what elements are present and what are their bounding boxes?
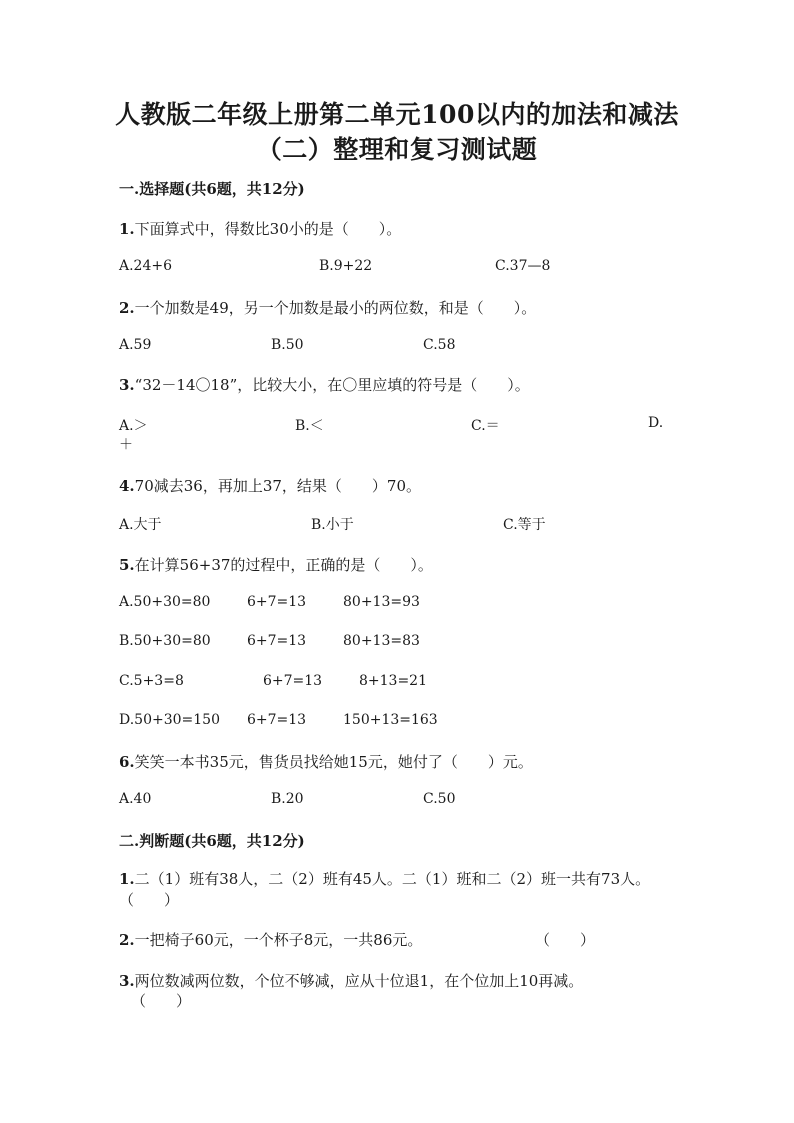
option-d-step2: 6+7=13 [247, 712, 307, 728]
question-text: “32－14〇18”，比较大小，在〇里应填的符号是（ ）。 [134, 376, 530, 394]
question-number: 5. [119, 556, 135, 574]
option-a: A.大于 [119, 517, 162, 533]
judgement-question-3 [119, 970, 583, 991]
question-number: 1. [119, 220, 135, 238]
question-number: 3. [119, 972, 135, 990]
option-b: B.小于 [311, 517, 354, 533]
answer-paren: （ ） [535, 931, 596, 949]
option-a: A.24+6 [119, 258, 173, 274]
option-b-step3: 80+13=83 [343, 633, 420, 649]
judgement-question-2 [119, 929, 422, 950]
option-d: D. [648, 415, 664, 431]
question-2 [119, 297, 536, 318]
option-a: A.＞ [119, 418, 148, 434]
option-c: C.37—8 [495, 258, 551, 274]
doc-title-line2: （二）整理和复习测试题 [256, 135, 538, 164]
question-3 [119, 374, 530, 395]
question-5 [119, 554, 433, 575]
option-b: B.9+22 [319, 258, 373, 274]
option-b: B.＜ [295, 418, 324, 434]
question-text: 二（1）班有38人，二（2）班有45人。二（1）班和二（2）班一共有73人。（ ） [119, 870, 651, 909]
section-heading-judgement: 二.判断题(共6题，共12分) [119, 832, 305, 850]
question-number: 2. [119, 931, 135, 949]
question-number: 6. [119, 753, 135, 771]
option-c: C.等于 [503, 517, 546, 533]
question-text: 70减去36，再加上37，结果（ ）70。 [134, 477, 422, 495]
option-b-step2: 6+7=13 [247, 633, 307, 649]
option-a: A.59 [119, 337, 152, 353]
question-number: 2. [119, 299, 135, 317]
option-a-step2: 6+7=13 [247, 594, 307, 610]
option-c: C.58 [423, 337, 456, 353]
question-text: 下面算式中，得数比30小的是（ ）。 [134, 220, 402, 238]
option-a-step3: 80+13=93 [343, 594, 420, 610]
question-number: 4. [119, 477, 135, 495]
judgement-question-1 [119, 869, 679, 911]
option-b: B.50 [271, 337, 304, 353]
option-c-step1: C.5+3=8 [119, 673, 184, 689]
question-text: 一把椅子60元，一个杯子8元，一共86元。 [134, 931, 423, 949]
question-6 [119, 751, 533, 772]
option-d-step3: 150+13=163 [343, 712, 438, 728]
option-c: C.50 [423, 791, 456, 807]
option-c-step3: 8+13=21 [359, 673, 427, 689]
answer-paren: （ ） [131, 992, 192, 1010]
option-d-value: ＋ [119, 437, 133, 453]
option-c-step2: 6+7=13 [263, 673, 323, 689]
option-a: A.40 [119, 791, 152, 807]
question-text: 笑笑一本书35元，售货员找给她15元，她付了（ ）元。 [134, 753, 533, 771]
option-d-step1: D.50+30=150 [119, 712, 220, 728]
question-number: 3. [119, 376, 135, 394]
section-heading-choice: 一.选择题(共6题，共12分) [119, 180, 305, 198]
question-4 [119, 475, 421, 496]
question-number: 1. [119, 870, 135, 888]
option-b-step1: B.50+30=80 [119, 633, 211, 649]
question-1 [119, 218, 401, 239]
question-text: 在计算56+37的过程中，正确的是（ ）。 [134, 556, 433, 574]
option-c: C.＝ [471, 418, 500, 434]
question-text: 一个加数是49，另一个加数是最小的两位数，和是（ ）。 [134, 299, 537, 317]
question-text: 两位数减两位数，个位不够减，应从十位退1，在个位加上10再减。 [134, 972, 584, 990]
option-a-step1: A.50+30=80 [119, 594, 211, 610]
option-b: B.20 [271, 791, 304, 807]
doc-title-line1: 人教版二年级上册第二单元100以内的加法和减法 [115, 100, 679, 129]
